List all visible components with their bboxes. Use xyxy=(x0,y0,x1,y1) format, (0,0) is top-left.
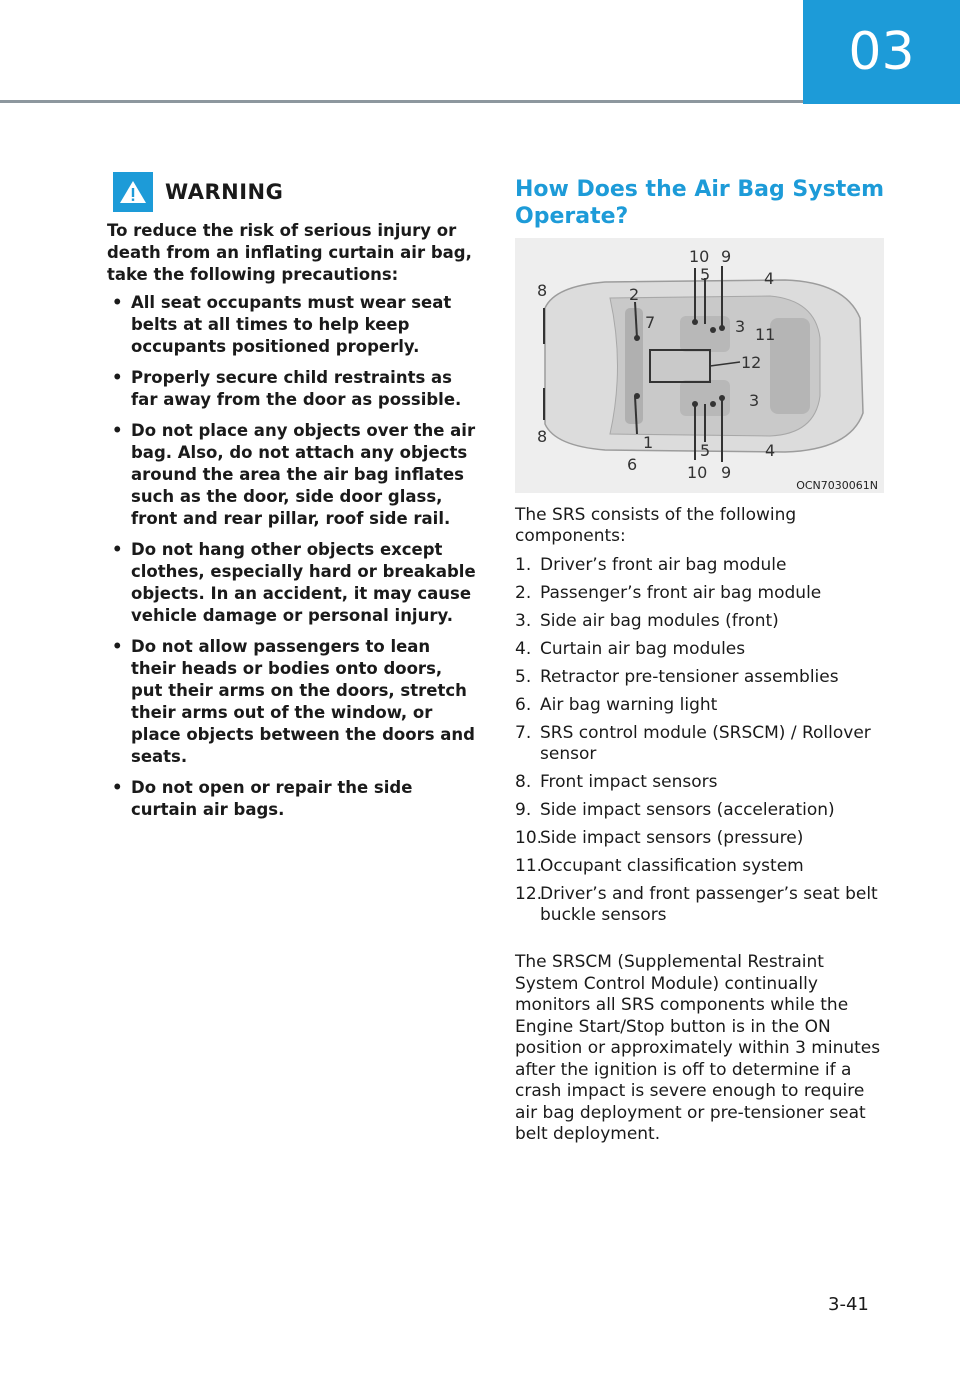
warning-list xyxy=(107,292,479,821)
warning-item: • Do not open or repair the side curtain air bags. xyxy=(112,778,413,819)
list-item: 10. Side impact sensors (pressure) xyxy=(515,828,804,848)
figure-label: 9 xyxy=(721,463,732,482)
warning-item: • Do not hang other objects except clothes, especially hard or breakable objects. In an accident, it may cause vehicle damage or personal injury. xyxy=(112,540,476,625)
warning-item: • Do not place any objects over the air bag. Also, do not attach any objects around the area the air bag inflates such as the door, side door glass, front and rear pillar, roof side rail. xyxy=(112,421,476,528)
warning-intro: To reduce the risk of serious injury or death from an inflating curtain air bag, take the following precautions: xyxy=(107,221,472,284)
list-item: 7. SRS control module (SRSCM) / Rollover sensor xyxy=(515,723,871,764)
bullet: • xyxy=(112,293,123,312)
figure-label: 5 xyxy=(700,441,711,460)
figure-label: 3 xyxy=(735,317,746,336)
warning-triangle-icon xyxy=(113,172,153,212)
figure-label: 10 xyxy=(687,463,708,482)
bullet: • xyxy=(112,421,123,440)
figure-label: 8 xyxy=(537,427,548,446)
list-item: 4. Curtain air bag modules xyxy=(515,639,746,659)
figure-label: 5 xyxy=(700,265,711,284)
list-item: 3. Side air bag modules (front) xyxy=(515,611,779,631)
srscm-paragraph: The SRSCM (Supplemental Restraint System Control Module) continually monitors all SRS components while the Engine Start/Stop button is in the ON position or approximately within 3 minutes after the ignition is off to determine if a crash impact is severe enough to require air bag deployment or pre-tensioner seat belt deployment. xyxy=(515,952,881,1144)
warning-item: • Do not allow passengers to lean their heads or bodies onto doors, put their arms on the doors, stretch their arms out of the window, or place objects between the doors and seats. xyxy=(112,637,475,766)
figure-label: 9 xyxy=(721,247,732,266)
warning-title: WARNING xyxy=(165,180,284,204)
figure-label: 12 xyxy=(741,353,762,372)
figure-code: OCN7030061N xyxy=(796,479,878,492)
chapter-tab: 03 xyxy=(803,0,960,104)
warning-item: • All seat occupants must wear seat belts at all times to help keep occupants positioned properly. xyxy=(112,293,452,356)
list-item: 1. Driver’s front air bag module xyxy=(515,555,787,575)
list-item: 2. Passenger’s front air bag module xyxy=(515,583,822,603)
warning-item: • Properly secure child restraints as far away from the door as possible. xyxy=(112,368,462,409)
figure-label: 8 xyxy=(537,281,548,300)
airbag-section xyxy=(515,176,885,1146)
figure-label: 10 xyxy=(689,247,710,266)
list-item: 12. Driver’s and front passenger’s seat belt buckle sensors xyxy=(515,884,878,925)
list-item: 11. Occupant classification system xyxy=(515,856,804,876)
list-item: 6. Air bag warning light xyxy=(515,695,718,715)
bullet: • xyxy=(112,540,123,559)
figure-label: 11 xyxy=(755,325,776,344)
warning-block xyxy=(107,172,479,830)
figure-label: 1 xyxy=(643,433,654,452)
figure-label: 3 xyxy=(749,391,760,410)
list-item: 8. Front impact sensors xyxy=(515,772,718,792)
figure-label: 4 xyxy=(765,441,776,460)
bullet: • xyxy=(112,368,123,387)
figure-label: 4 xyxy=(764,269,775,288)
figure-label: 2 xyxy=(629,285,640,304)
warning-header xyxy=(113,172,479,212)
figure-label: 7 xyxy=(645,313,656,332)
bullet: • xyxy=(112,778,123,797)
page-number: 3-41 xyxy=(828,1294,869,1315)
component-list xyxy=(515,555,885,926)
section-title: How Does the Air Bag System Operate? xyxy=(515,177,885,229)
airbag-diagram xyxy=(515,238,884,493)
header-rule xyxy=(0,100,803,103)
bullet: • xyxy=(112,637,123,656)
list-item: 9. Side impact sensors (acceleration) xyxy=(515,800,835,820)
figure-label: 6 xyxy=(627,455,638,474)
car-topview-illustration xyxy=(515,238,884,493)
components-intro: The SRS consists of the following components: xyxy=(515,505,797,546)
list-item: 5. Retractor pre-tensioner assemblies xyxy=(515,667,839,687)
